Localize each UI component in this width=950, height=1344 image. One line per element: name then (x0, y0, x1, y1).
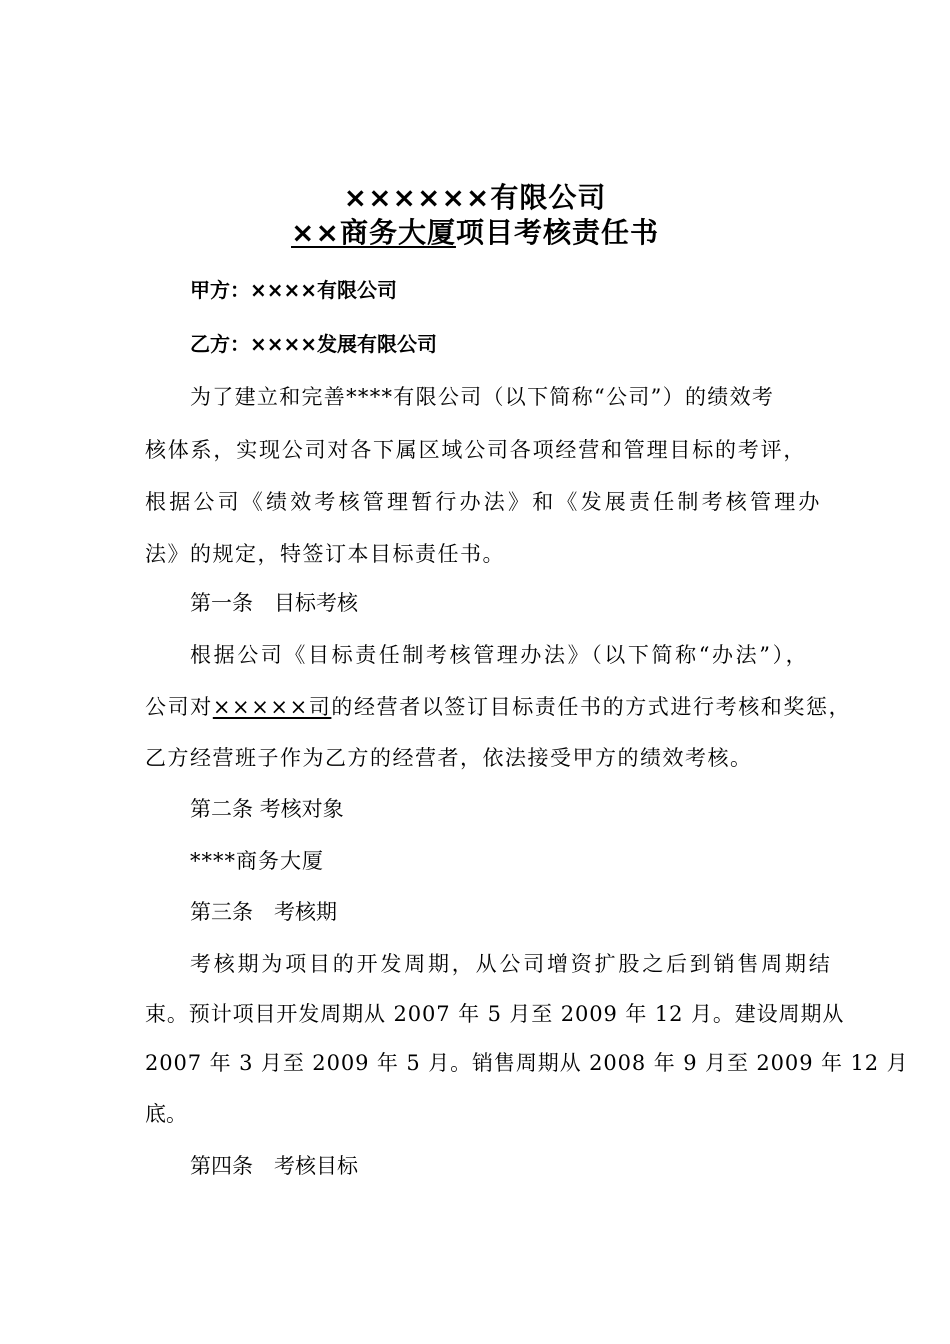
article-1-heading: 第一条 目标考核 (190, 591, 358, 615)
intro-line: 核体系，实现公司对各下属区域公司各项经营和管理目标的考评， (145, 438, 807, 462)
article-3-line: 底。 (145, 1102, 187, 1126)
article-2-heading: 第二条 考核对象 (190, 797, 344, 821)
party-a: 甲方：××××有限公司 (190, 278, 398, 302)
project-title-rest: 项目考核责任书 (455, 216, 659, 249)
project-name-underlined: ××商务大厦 (291, 216, 456, 249)
party-b: 乙方：××××发展有限公司 (190, 332, 438, 356)
article-3-line: 考核期为项目的开发周期，从公司增资扩股之后到销售周期结 (190, 952, 833, 976)
article-1-line (145, 693, 851, 721)
article-1-line: 根据公司《目标责任制考核管理办法》（以下简称“办法”）， (190, 643, 810, 667)
article-3-line: 2007 年 3 月至 2009 年 5 月。销售周期从 2008 年 9 月至 2009 年 12 月 (145, 1051, 909, 1075)
article-4-heading: 第四条 考核目标 (190, 1154, 358, 1178)
article-1-text: 的经营者以签订目标责任书的方式进行考核和奖惩， (331, 695, 852, 719)
document-title-company: ××××××有限公司 (343, 181, 607, 214)
intro-line: 根据公司《绩效考核管理暂行办法》和《发展责任制考核管理办 (145, 490, 823, 514)
intro-line: 为了建立和完善****有限公司（以下简称“公司”）的绩效考 (190, 385, 775, 409)
article-2-body: ****商务大厦 (190, 849, 324, 873)
company-placeholder-underlined: ×××××司 (212, 695, 332, 719)
article-3-heading: 第三条 考核期 (190, 900, 337, 924)
document-title-project (0, 216, 950, 250)
intro-line: 法》的规定，特签订本目标责任书。 (145, 542, 505, 566)
article-1-text: 公司对 (145, 695, 213, 719)
article-3-line: 束。预计项目开发周期从 2007 年 5 月至 2009 年 12 月。建设周期从 (145, 1002, 845, 1026)
article-1-line: 乙方经营班子作为乙方的经营者，依法接受甲方的绩效考核。 (145, 746, 753, 770)
